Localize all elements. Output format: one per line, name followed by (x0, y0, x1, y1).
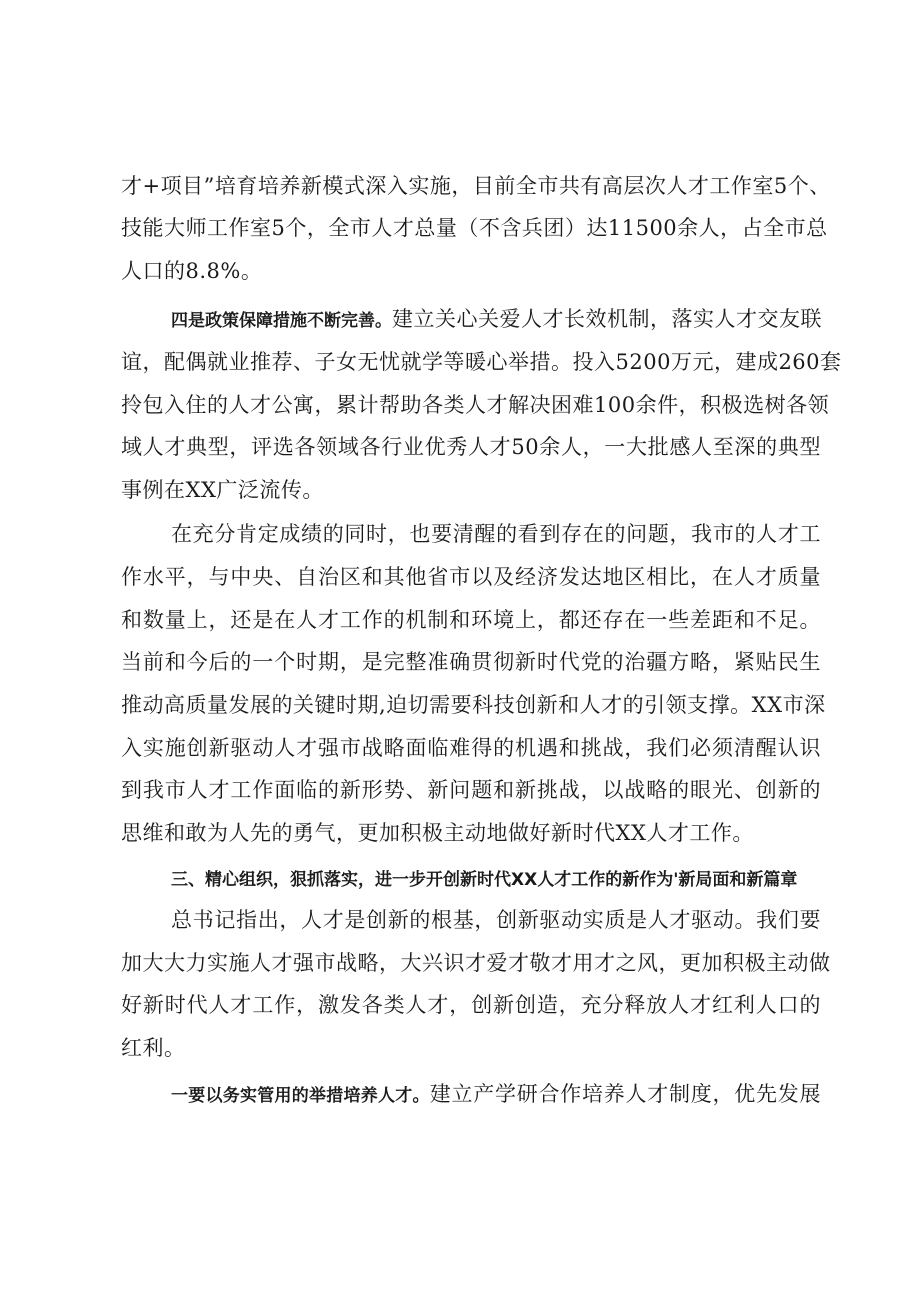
body-text-line: 在充分肯定成绩的同时，也要清醒的看到存在的问题，我市的人才工 (171, 522, 821, 546)
section-heading: 三、精心组织，狠抓落实，进一步开创新时代XX人才工作的新作为'新局面和新篇章 (171, 870, 798, 890)
paragraph-with-lead (171, 1080, 821, 1110)
body-text-line: 谊，配偶就业推荐、子女无忧就学等暖心举措。投入5200万元，建成260套 (121, 350, 842, 374)
body-text-line: 好新时代人才工作，激发各类人才，创新创造，充分释放人才红利人口的 (121, 993, 821, 1017)
body-text-line: 作水平，与中央、自治区和其他省市以及经济发达地区相比，在人才质量 (121, 565, 821, 589)
body-text-line: 人口的8.8%。 (121, 259, 263, 283)
paragraph-lead-heading: 四是政策保障措施不断完善。 (171, 311, 392, 331)
paragraph-lead-heading: 一要以务实管用的举措培养人才。 (171, 1086, 430, 1106)
body-text-line: 事例在XX广泛流传。 (121, 478, 324, 502)
body-text-line: 到我市人才工作面临的新形势、新问题和新挑战，以战略的眼光、创新的 (121, 778, 821, 802)
body-text-line: 入实施创新驱动人才强市战略面临难得的机遇和挑战，我们必须清醒认识 (121, 736, 821, 760)
body-text-line: 域人才典型，评选各领域各行业优秀人才50余人，一大批感人至深的典型 (121, 435, 821, 459)
body-text-line: 加大大力实施人才强市战略，大兴识才爱才敬才用才之风，更加积极主动做 (121, 951, 831, 975)
body-text-line: 推动高质量发展的关键时期,迫切需要科技创新和人才的引领支撑。XX市深 (121, 693, 826, 717)
body-text-line: 和数量上，还是在人才工作的机制和环境上，都还存在一些差距和不足。 (121, 608, 821, 632)
body-text-line: 红利。 (121, 1036, 186, 1060)
body-text-line: 思维和敢为人先的勇气，更加积极主动地做好新时代XX人才工作。 (121, 821, 754, 845)
body-text-line: 建立关心关爱人才长效机制，落实人才交友联 (392, 307, 822, 331)
paragraph-with-lead (171, 305, 821, 335)
body-text-line: 技能大师工作室5个，全市人才总量（不含兵团）达11500余人，占全市总 (121, 216, 828, 240)
body-text-line: 拎包入住的人才公寓，累计帮助各类人才解决困难100余件，积极选树各领 (121, 393, 830, 417)
body-text-line: 当前和今后的一个时期，是完整准确贯彻新时代党的治疆方略，紧贴民生 (121, 650, 821, 674)
body-text-line: 建立产学研合作培养人才制度，优先发展 (429, 1082, 821, 1106)
body-text-line: 才+项目”培育培养新模式深入实施，目前全市共有高层次人才工作室5个、 (121, 174, 831, 198)
body-text-line: 总书记指出，人才是创新的根基，创新驱动实质是人才驱动。我们要 (171, 908, 821, 932)
